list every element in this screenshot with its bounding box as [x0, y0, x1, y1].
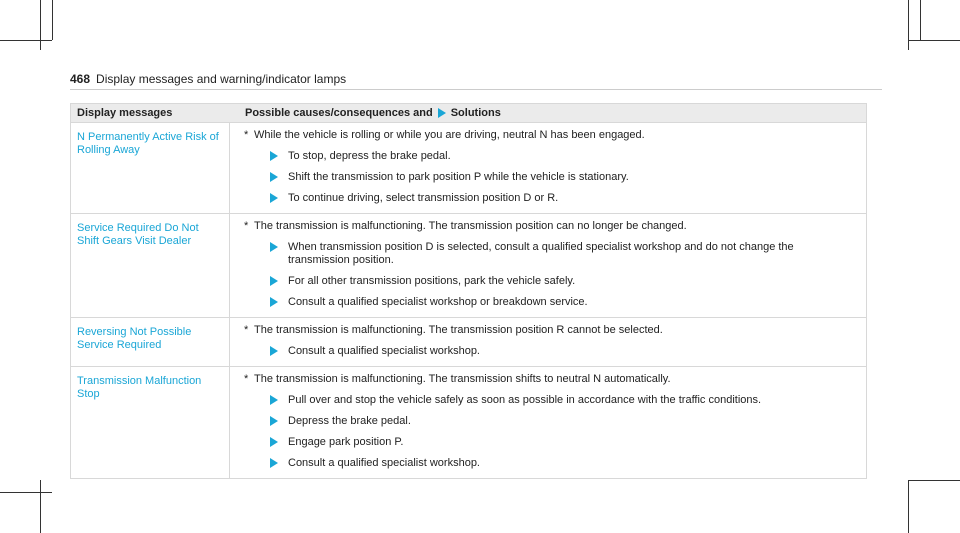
table-row: [71, 213, 866, 317]
column-header-solutions-label: Solutions: [450, 107, 501, 119]
solution-step: For all other transmission positions, park the vehicle safely.: [270, 275, 856, 288]
arrow-right-icon: [270, 242, 278, 252]
page-header: [70, 72, 346, 86]
display-message: Reversing Not Possible Service Required: [71, 318, 230, 366]
crop-mark: [908, 0, 909, 50]
crop-mark: [0, 492, 52, 493]
arrow-right-icon: [270, 437, 278, 447]
display-messages-table: [70, 103, 867, 479]
crop-mark: [908, 480, 909, 533]
solution-step: Consult a qualified specialist workshop.: [270, 457, 856, 470]
arrow-right-icon: [270, 395, 278, 405]
solution-step: Pull over and stop the vehicle safely as soon as possible in accordance with the traffic conditions.: [270, 394, 856, 407]
crop-mark: [40, 480, 41, 533]
column-header-causes: [235, 107, 501, 119]
arrow-right-icon: [270, 346, 278, 356]
causes-and-solutions: [230, 123, 866, 213]
solution-step: To stop, depress the brake pedal.: [270, 150, 856, 163]
crop-mark: [908, 480, 960, 481]
arrow-right-icon: [270, 172, 278, 182]
display-message: N Permanently Active Risk of Rolling Away: [71, 123, 230, 213]
crop-mark: [0, 40, 52, 41]
cause-text: * While the vehicle is rolling or while you are driving, neutral N has been engaged.: [244, 129, 645, 141]
crop-mark: [920, 0, 921, 40]
cause-text: * The transmission is malfunctioning. The transmission position can no longer be changed.: [244, 220, 687, 232]
arrow-right-icon: [270, 297, 278, 307]
arrow-right-icon: [270, 276, 278, 286]
crop-mark: [52, 0, 53, 40]
arrow-right-icon: [270, 458, 278, 468]
causes-and-solutions: [230, 214, 866, 317]
table-row: [71, 122, 866, 213]
arrow-right-icon: [270, 193, 278, 203]
causes-and-solutions: [230, 318, 866, 366]
table-row: [71, 366, 866, 478]
arrow-right-icon: [270, 416, 278, 426]
column-header-causes-label: Possible causes/consequences and: [245, 107, 433, 119]
column-header-messages: Display messages: [77, 107, 173, 119]
cause-text: * The transmission is malfunctioning. The transmission shifts to neutral N automatically.: [244, 373, 671, 385]
page-section-title: Display messages and warning/indicator lamps: [96, 72, 347, 86]
display-message: Service Required Do Not Shift Gears Visit Dealer: [71, 214, 230, 317]
crop-mark: [908, 40, 960, 41]
table-row: [71, 317, 866, 366]
solution-step: Engage park position P.: [270, 436, 856, 449]
solution-step: When transmission position D is selected, consult a qualified specialist workshop and do not change the transmission position.: [270, 241, 856, 267]
solution-step: Consult a qualified specialist workshop.: [270, 345, 856, 358]
solution-step: Shift the transmission to park position P while the vehicle is stationary.: [270, 171, 856, 184]
crop-mark: [40, 0, 41, 50]
arrow-right-icon: [438, 108, 446, 118]
display-message: Transmission Malfunction Stop: [71, 367, 230, 478]
header-divider: [70, 89, 882, 90]
causes-and-solutions: [230, 367, 866, 478]
solution-step: Consult a qualified specialist workshop or breakdown service.: [270, 296, 856, 309]
solution-step: Depress the brake pedal.: [270, 415, 856, 428]
table-header: [71, 104, 866, 122]
solution-step: To continue driving, select transmission position D or R.: [270, 192, 856, 205]
cause-text: * The transmission is malfunctioning. The transmission position R cannot be selected.: [244, 324, 663, 336]
page-number: 468: [70, 72, 91, 86]
arrow-right-icon: [270, 151, 278, 161]
